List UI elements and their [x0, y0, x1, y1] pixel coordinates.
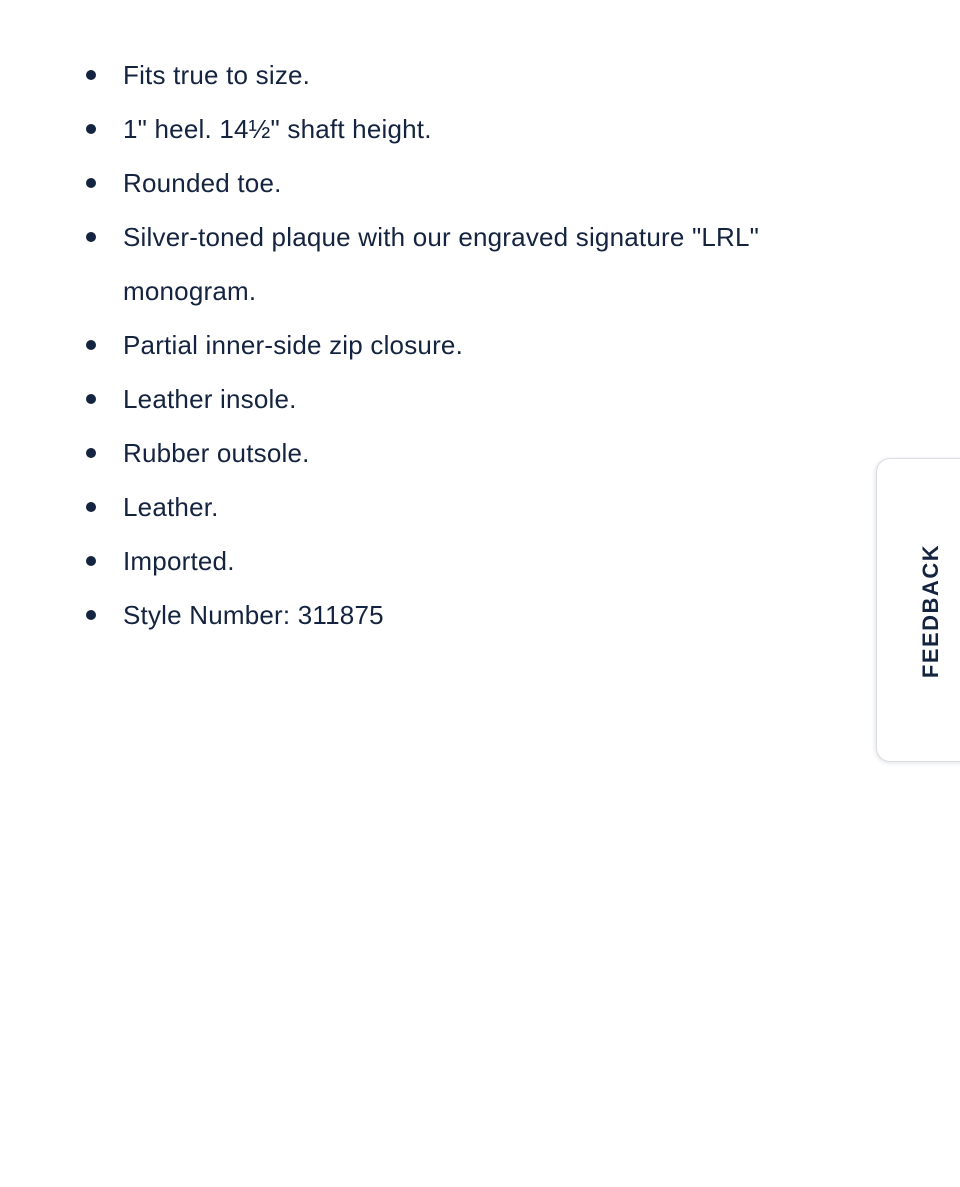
list-item — [0, 48, 870, 102]
bullet-dot-icon — [86, 448, 96, 458]
product-details-list — [0, 48, 870, 642]
list-item — [0, 426, 870, 480]
list-item-text: Rubber outsole. — [123, 438, 310, 468]
list-item — [0, 318, 870, 372]
bullet-dot-icon — [86, 340, 96, 350]
list-item — [0, 588, 870, 642]
list-item-text: Leather insole. — [123, 384, 297, 414]
list-item-text: 1" heel. 14½" shaft height. — [123, 114, 432, 144]
feedback-label: FEEDBACK — [918, 543, 943, 679]
list-item — [0, 372, 870, 426]
list-item — [0, 210, 870, 318]
list-item — [0, 480, 870, 534]
list-item-text: Leather. — [123, 492, 219, 522]
list-item-text: Imported. — [123, 546, 235, 576]
list-item-text: Partial inner-side zip closure. — [123, 330, 464, 360]
bullet-dot-icon — [86, 70, 96, 80]
list-item-text: Rounded toe. — [123, 168, 282, 198]
list-item — [0, 534, 870, 588]
bullet-dot-icon — [86, 556, 96, 566]
bullet-dot-icon — [86, 232, 96, 242]
bullet-dot-icon — [86, 610, 96, 620]
list-item-text: Silver-toned plaque with our engraved signature "LRL" monogram. — [123, 222, 760, 306]
list-item — [0, 102, 870, 156]
list-item — [0, 156, 870, 210]
list-item-text: Style Number: 311875 — [123, 600, 384, 630]
bullet-dot-icon — [86, 178, 96, 188]
bullet-dot-icon — [86, 394, 96, 404]
list-item-text: Fits true to size. — [123, 60, 311, 90]
feedback-tab-button[interactable] — [876, 458, 960, 762]
bullet-dot-icon — [86, 502, 96, 512]
bullet-dot-icon — [86, 124, 96, 134]
